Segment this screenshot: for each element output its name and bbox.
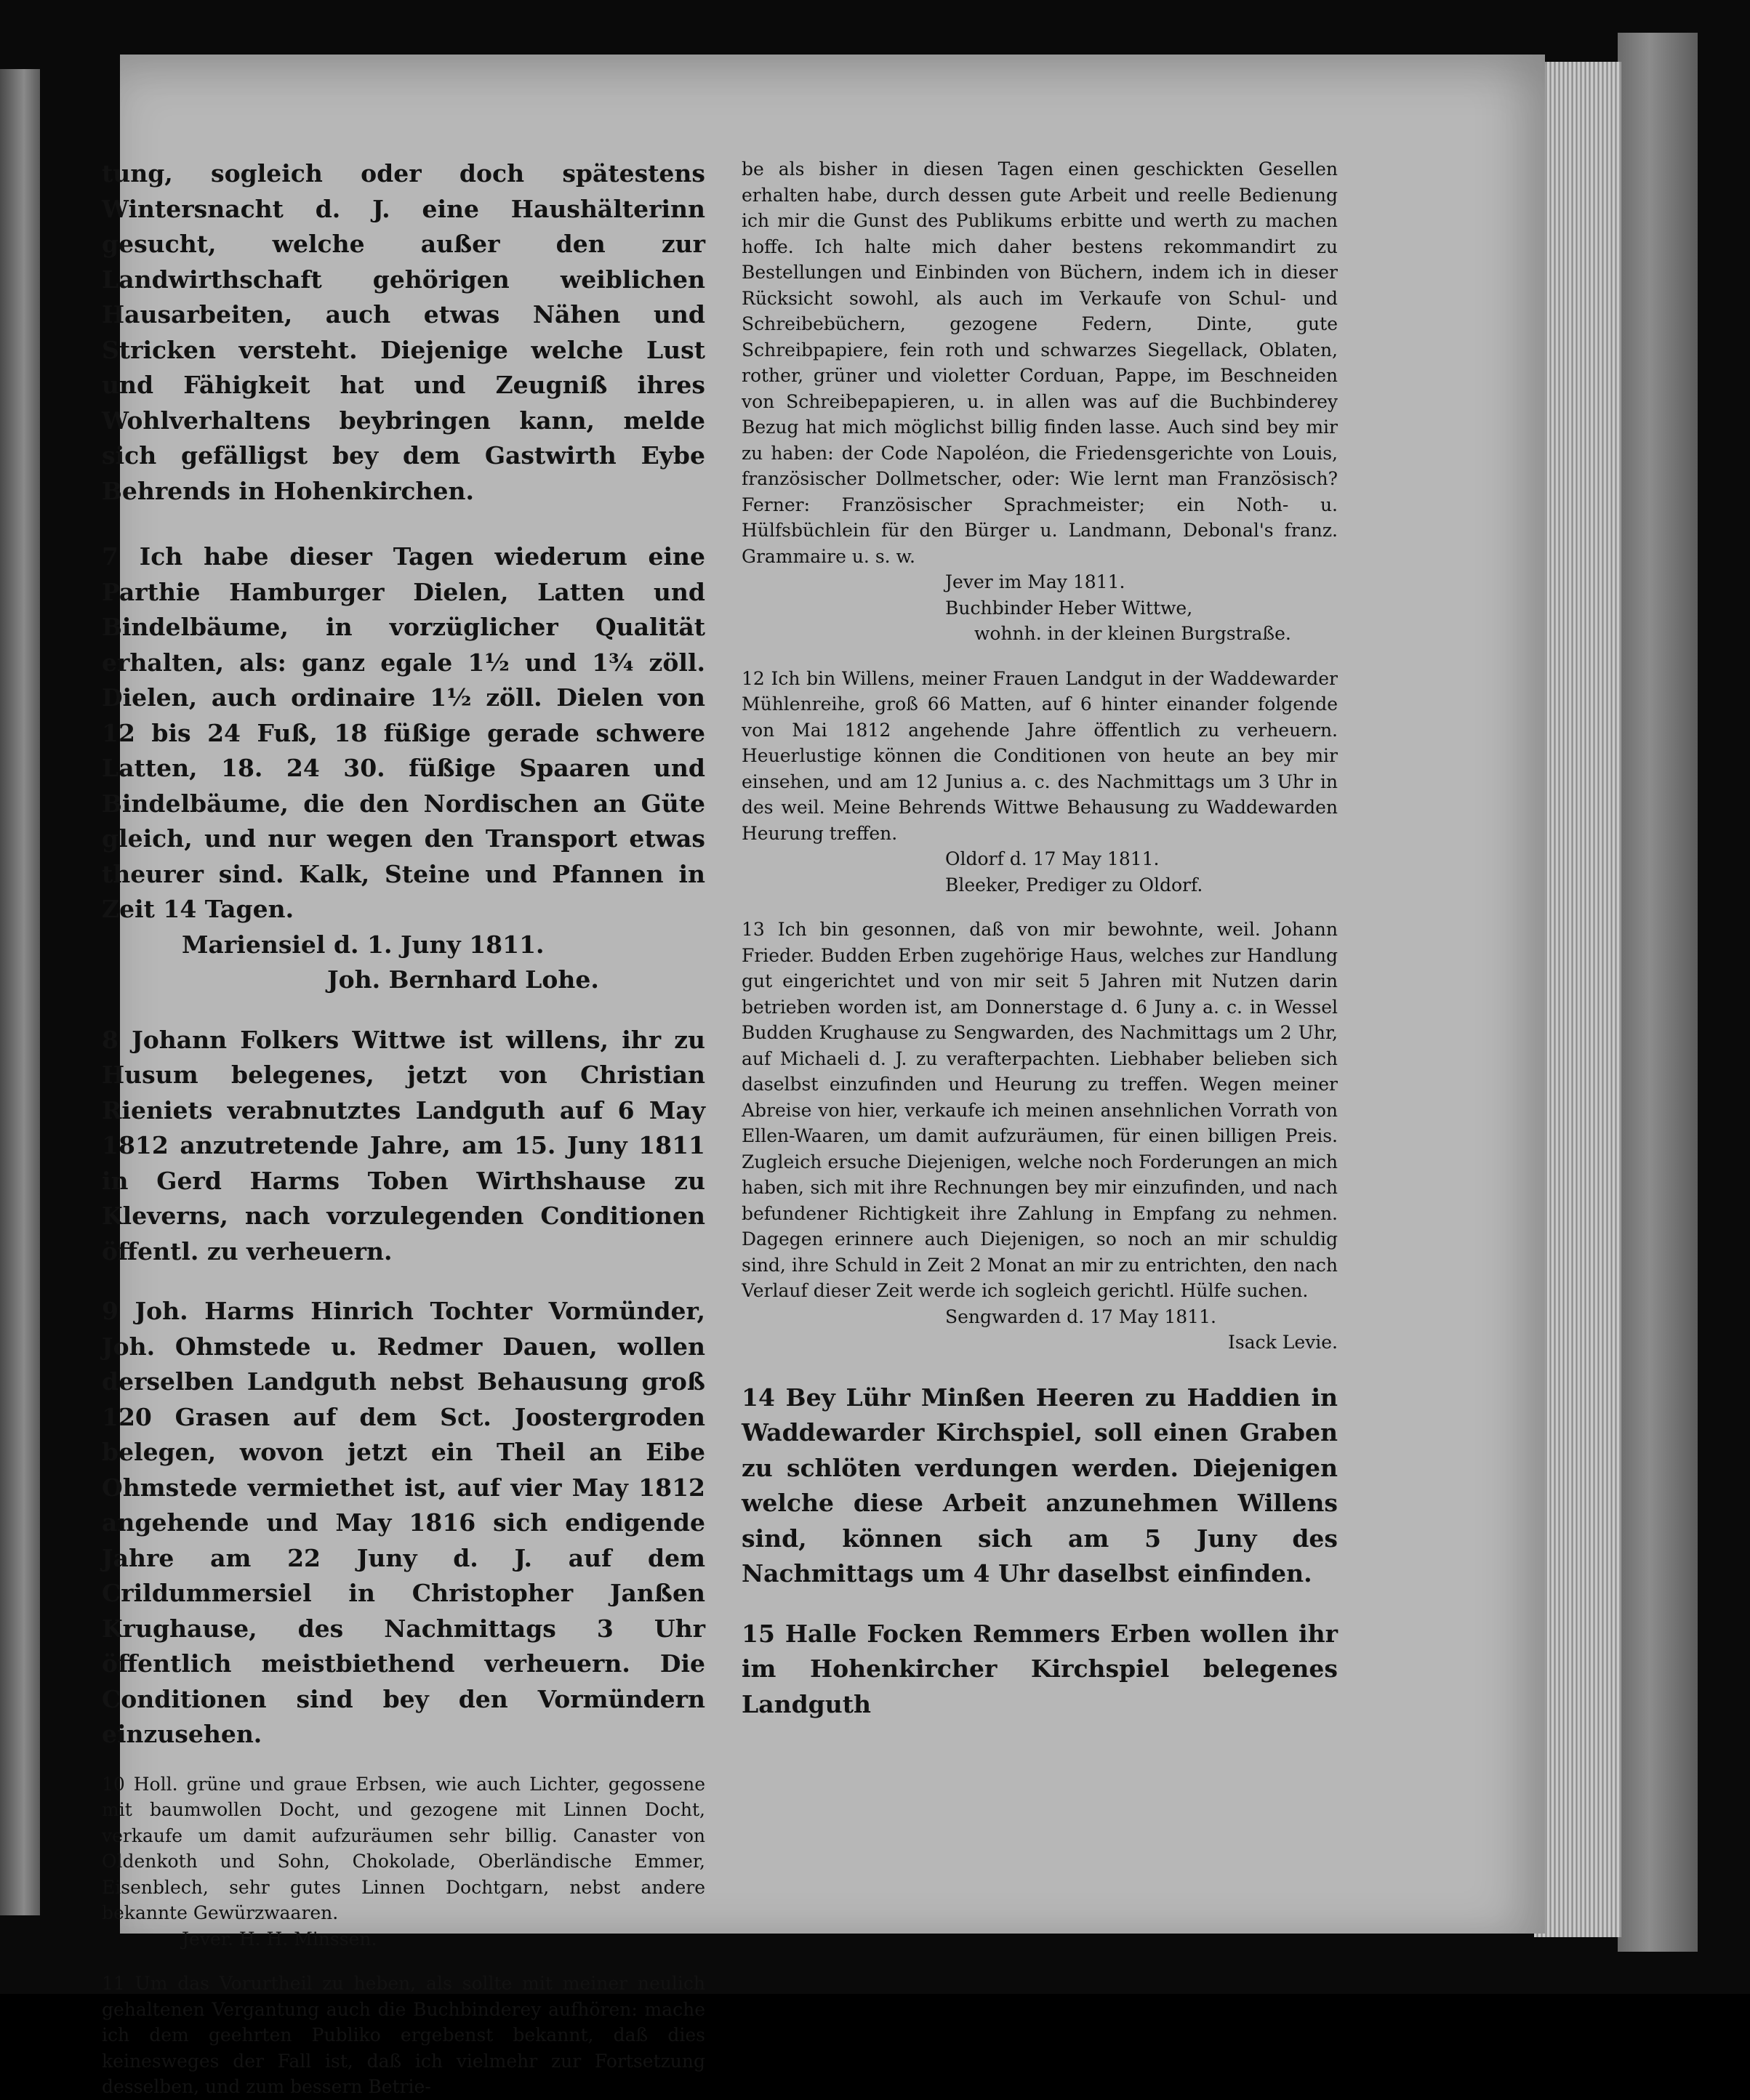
notice-11: 11 Um das Vorurtheil zu heben, als sollte mit meiner neulich gehaltenen Vergantung auch die Buchbinderey aufhören: mache ich dem geehrten Publiko ergebenst bekannt, daß dies keinesweges der Fall ist, daß ich vielmehr zur Fortsetzung desselben, und zum bessern Betrie-	[102, 1973, 705, 2097]
notice-14: 14 Bey Lühr Minßen Heeren zu Haddien in Waddewarder Kirchspiel, soll einen Graben zu schlöten verdungen werden. Diejenigen welche diese Arbeit anzunehmen Willens sind, können sich am 5 Juny des Nachmittags um 4 Uhr daselbst einfinden.	[742, 1383, 1338, 1588]
notice-9: 9 Joh. Harms Hinrich Tochter Vormünder, Joh. Ohmstede u. Redmer Dauen, wollen derselben Landguth nebst Behausung groß 120 Grasen auf dem Sct. Joostergroden belegen, wovon jetzt ein Theil an Eibe Ohmstede vermiethet ist, auf vier May 1812 angehende und May 1816 sich endigende Jahre am 22 Juny d. J. auf dem Crildummersiel in Christopher Janßen Krughause, des Nachmittags 3 Uhr öffentlich meistbiethend verheuern. Die Conditionen sind bey den Vormündern einzusehen.	[102, 1297, 705, 1748]
notice-11-place: Jever im May 1811.	[945, 571, 1125, 592]
notice-11-continued: be als bisher in diesen Tagen einen geschickten Gesellen erhalten habe, durch dessen gute Arbeit und reelle Bedienung ich mir die Gunst des Publikums erbitte und werth zu machen hoffe. Ich halte mich daher bestens rekommandirt zu Bestellungen und Einbinden von Büchern, indem ich in dieser Rücksicht sowohl, als auch im Verkaufe von Schul- und Schreibebüchern, gezogene Federn, Dinte, gute Schreibpapiere, fein roth und schwarzes Siegellack, Oblaten, rother, grüner und violetter Corduan, Pappe, im Beschneiden von Schreibepapieren, u. in allen was auf die Buchbinderey Bezug hat mich möglichst billig finden lasse. Auch sind bey mir zu haben: der Code Napoléon, die Friedensgerichte von Louis, französischer Dollmetscher, oder: Wie lernt man Französisch? Ferner: Französischer Sprachmeister; ein Noth- u. Hülfsbüchlein für den Bürger u. Landmann, Debonal's franz. Grammaire u. s. w.	[742, 158, 1338, 567]
notice-12: 12 Ich bin Willens, meiner Frauen Landgut in der Waddewarder Mühlenreihe, groß 66 Matten, auf 6 hinter einander folgende von Mai 1812 angehende Jahre öffentlich zu verheuern. Heuerlustige können die Conditionen von heute an bey mir einsehen, und am 12 Junius a. c. des Nachmittags um 3 Uhr in des weil. Meine Behrends Wittwe Behausung zu Waddewarden Heurung treffen.	[742, 667, 1338, 844]
left-column	[102, 156, 705, 2100]
notice-continuation: tung, sogleich oder doch spätestens Wintersnacht d. J. eine Haushälterinn gesucht, welche außer den zur Landwirthschaft gehörigen weiblichen Hausarbeiten, auch etwas Nähen und Stricken versteht. Diejenige welche Lust und Fähigkeit hat und Zeugniß ihres Wohlverhaltens beybringen kann, melde sich gefälligst bey dem Gastwirth Eybe Behrends in Hohenkirchen.	[102, 159, 705, 505]
notice-12-place: Oldorf d. 17 May 1811.	[945, 848, 1160, 869]
notice-12-signature: Bleeker, Prediger zu Oldorf.	[945, 874, 1203, 896]
notice-13-place: Sengwarden d. 17 May 1811.	[945, 1306, 1216, 1327]
notice-7: 7 Ich habe dieser Tagen wiederum eine Parthie Hamburger Dielen, Latten und Bindelbäume, in vorzüglicher Qualität erhalten, als: ganz egale 1½ und 1¾ zöll. Dielen, auch ordinaire 1½ zöll. Dielen von 12 bis 24 Fuß, 18 füßige gerade schwere Latten, 18. 24 30. füßige Spaaren und Bindelbäume, die den Nordischen an Güte gleich, und nur wegen den Transport etwas theurer sind. Kalk, Steine und Pfannen in Zeit 14 Tagen.	[102, 542, 705, 923]
notice-11-signature-name: Buchbinder Heber Wittwe,	[945, 597, 1193, 619]
book-cover-edge	[1618, 33, 1698, 1952]
notice-10: 10 Holl. grüne und graue Erbsen, wie auch Lichter, gegossene mit baumwollen Docht, und gezogene mit Linnen Docht, verkaufe um damit aufzuräumen sehr billig. Canaster von Oldenkoth und Sohn, Chokolade, Oberländische Emmer, Eisenblech, sehr gutes Linnen Dochtgarn, nebst andere bekannte Gewürzwaaren.	[102, 1773, 705, 1923]
notice-13: 13 Ich bin gesonnen, daß von mir bewohnte, weil. Johann Frieder. Budden Erben zugehörige Haus, welches zur Handlung gut eingerichtet und von mir seit 5 Jahren mit Nutzen darin betrieben worden ist, am Donnerstage d. 6 Juny a. c. in Wessel Budden Krughause zu Sengwarden, des Nachmittags um 2 Uhr, auf Michaeli d. J. zu verafterpachten. Liebhaber belieben sich daselbst einzufinden und Heurung zu treffen. Wegen meiner Abreise von hier, verkaufe ich meinen ansehnlichen Vorrath von Ellen-Waaren, um damit aufzuräumen, für einen billigen Preis. Zugleich ersuche Diejenigen, welche noch Forderungen an mich haben, sich mit ihre Rechnungen bey mir einzufinden, und nach befundener Richtigkeit ihre Zahlung in Empfang zu nehmen. Dagegen erinnere auch Diejenigen, so noch an mir schuldig sind, ihre Schuld in Zeit 2 Monat an mir zu entrichten, den nach Verlauf dieser Zeit werde ich sogleich gerichtl. Hülfe suchen.	[742, 919, 1338, 1301]
notice-15: 15 Halle Focken Remmers Erben wollen ihr im Hohenkircher Kirchspiel belegenes Landguth	[742, 1619, 1338, 1718]
page-stack-edge	[1534, 62, 1621, 1937]
facing-page-edge	[0, 69, 40, 1915]
right-column	[742, 156, 1338, 1722]
notice-7-signature: Joh. Bernhard Lohe.	[327, 965, 599, 994]
notice-8: 8 Johann Folkers Wittwe ist willens, ihr zu Husum belegenes, jetzt von Christian Rieniets verabnutztes Landguth auf 6 May 1812 anzutretende Jahre, am 15. Juny 1811 in Gerd Harms Toben Wirthshause zu Kleverns, nach vorzulegenden Conditionen öffentl. zu verheuern.	[102, 1025, 705, 1266]
notice-13-signature: Isack Levie.	[1228, 1332, 1338, 1353]
notice-10-signature: Jever. H. H. Minssen.	[182, 1928, 377, 1950]
notice-7-place: Mariensiel d. 1. Juny 1811.	[182, 930, 545, 959]
notice-11-signature-address: wohnh. in der kleinen Burgstraße.	[974, 623, 1291, 644]
